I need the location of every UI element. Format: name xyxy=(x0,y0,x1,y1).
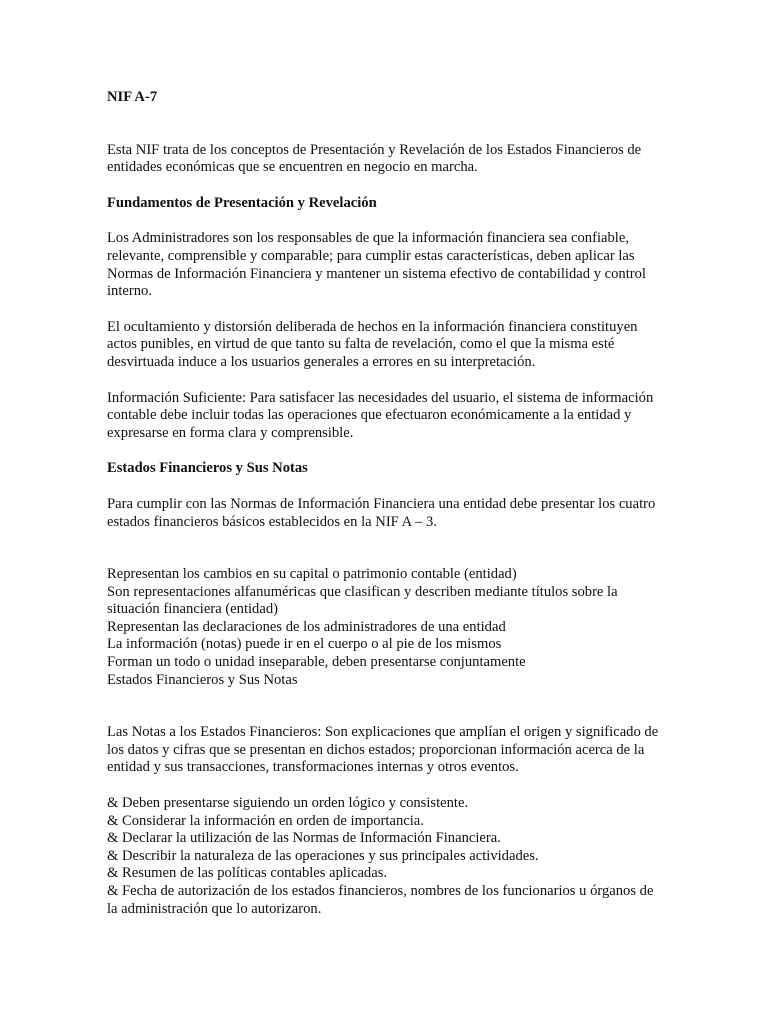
list-item: La información (notas) puede ir en el cuerpo o al pie de los mismos xyxy=(107,636,502,653)
list-item: Representan los cambios en su capital o patrimonio contable (entidad) xyxy=(107,566,517,583)
paragraph-administradores: Los Administradores son los responsables de que la información financiera sea confiable, relevante, comprensible y comparable; para cumplir estas características, deben aplicar las Normas de Información Financiera y mantener un sistema efectivo de contabilidad y control interno. xyxy=(107,230,646,300)
list-item: & Declarar la utilización de las Normas de Información Financiera. xyxy=(107,830,501,847)
list-item: & Fecha de autorización de los estados financieros, nombres de los funcionarios u órganos de la administración que lo autorizaron. xyxy=(107,883,654,917)
list-item: & Describir la naturaleza de las operaciones y sus principales actividades. xyxy=(107,847,539,864)
paragraph-informacion-suficiente: Información Suficiente: Para satisfacer las necesidades del usuario, el sistema de información contable debe incluir todas las operaciones que efectuaron económicamente a la entidad y expresarse en forma clara y comprensible. xyxy=(107,389,654,441)
paragraph-notas: Las Notas a los Estados Financieros: Son explicaciones que amplían el origen y significado de los datos y cifras que se presentan en dichos estados; proporcionan información acerca de la entidad y sus transacciones, transformaciones internas y otros eventos. xyxy=(107,724,659,776)
document-title: NIF A-7 xyxy=(107,89,158,105)
document-page xyxy=(107,89,667,918)
list-item: Estados Financieros y Sus Notas xyxy=(107,671,298,688)
paragraph-ocultamiento: El ocultamiento y distorsión deliberada de hechos en la información financiera constituyen actos punibles, en virtud de que tanto su falta de revelación, como el que la misma esté desvirtuada induce a los usuarios generales a errores en su interpretación. xyxy=(107,318,638,370)
bullet-list xyxy=(107,795,667,918)
list-item: Forman un todo o unidad inseparable, deben presentarse conjuntamente xyxy=(107,654,526,671)
list-item: & Considerar la información en orden de importancia. xyxy=(107,812,424,829)
paragraph-cumplir-normas: Para cumplir con las Normas de Información Financiera una entidad debe presentar los cuatro estados financieros básicos establecidos en la NIF A – 3. xyxy=(107,495,656,530)
intro-paragraph: Esta NIF trata de los conceptos de Presentación y Revelación de los Estados Financieros de entidades económicas que se encuentren en negocio en marcha. xyxy=(107,141,642,176)
list-item: & Resumen de las políticas contables aplicadas. xyxy=(107,865,388,882)
list-item: Representan las declaraciones de los administradores de una entidad xyxy=(107,618,506,635)
section-heading-estados: Estados Financieros y Sus Notas xyxy=(107,460,308,477)
definition-lines xyxy=(107,566,667,689)
list-item: & Deben presentarse siguiendo un orden lógico y consistente. xyxy=(107,795,469,812)
section-heading-fundamentos: Fundamentos de Presentación y Revelación xyxy=(107,194,377,211)
list-item: Son representaciones alfanuméricas que clasifican y describen mediante títulos sobre la situación financiera (entidad) xyxy=(107,583,618,618)
